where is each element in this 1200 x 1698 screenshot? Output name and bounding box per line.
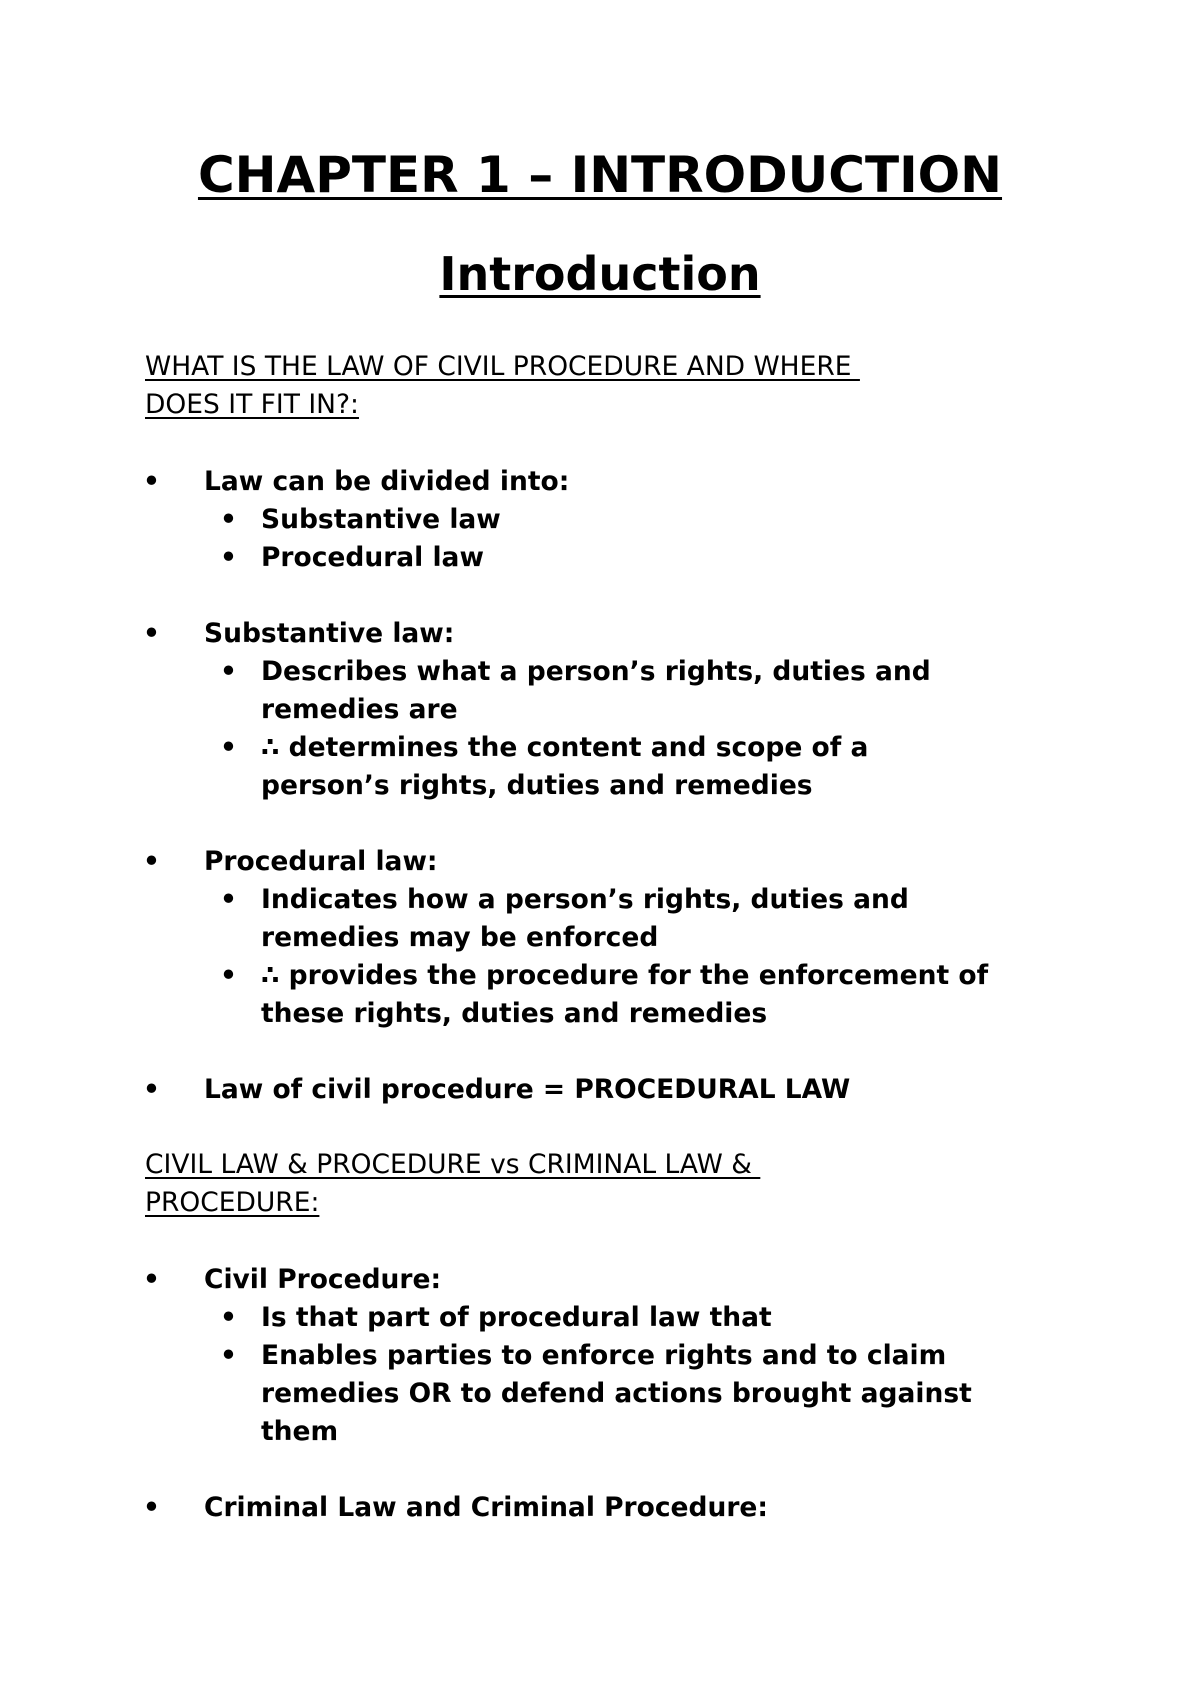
sub-list-item-text: remedies may be enforced xyxy=(261,922,659,953)
sub-list-item-text: Describes what a person’s rights, duties and xyxy=(261,656,931,687)
heading-civil-vs-criminal xyxy=(145,1146,1045,1222)
bullet-block-civil-procedure xyxy=(0,1261,1200,1451)
list-item xyxy=(0,1071,1200,1109)
bullet-icon: • xyxy=(220,732,237,763)
bullet-block-law-divisions xyxy=(0,463,1200,577)
bullet-block-substantive-law xyxy=(0,615,1200,805)
list-item xyxy=(0,615,1200,653)
sub-list-item-text: remedies OR to defend actions brought against xyxy=(261,1378,972,1409)
sub-list-item xyxy=(0,957,1081,1033)
sub-list-item-text: ∴ provides the procedure for the enforcement of xyxy=(261,960,989,991)
chapter-title: CHAPTER 1 – INTRODUCTION xyxy=(197,146,1003,204)
sub-list-item xyxy=(0,729,1081,805)
sub-list-item-text: Substantive law xyxy=(261,504,501,535)
heading-line: WHAT IS THE LAW OF CIVIL PROCEDURE AND WHERE xyxy=(145,351,860,382)
bullet-icon: • xyxy=(143,618,160,649)
list-item-text: Civil Procedure: xyxy=(204,1264,442,1295)
bullet-icon: • xyxy=(220,960,237,991)
sub-list-item-text: Procedural law xyxy=(261,542,484,573)
sub-list-item xyxy=(0,1299,1081,1337)
bullet-icon: • xyxy=(220,656,237,687)
list-item xyxy=(0,1489,1200,1527)
bullet-icon: • xyxy=(143,1074,160,1105)
sub-list-item xyxy=(0,501,1081,539)
bullet-block-criminal xyxy=(0,1489,1200,1527)
list-item-text: Substantive law: xyxy=(204,618,455,649)
bullet-block-civil-procedure-law xyxy=(0,1071,1200,1109)
bullet-icon: • xyxy=(220,884,237,915)
bullet-icon: • xyxy=(220,504,237,535)
bullet-icon: • xyxy=(220,1302,237,1333)
list-item-text: Law can be divided into: xyxy=(204,466,570,497)
sub-list-item-text: person’s rights, duties and remedies xyxy=(261,770,813,801)
list-item-text: Criminal Law and Criminal Procedure: xyxy=(204,1492,768,1523)
heading-line: DOES IT FIT IN?: xyxy=(145,389,359,420)
bullet-icon: • xyxy=(220,1340,237,1371)
bullet-icon: • xyxy=(143,1492,160,1523)
heading-line: PROCEDURE: xyxy=(145,1187,320,1218)
sub-list-item xyxy=(0,539,1081,577)
bullet-icon: • xyxy=(143,1264,160,1295)
sub-list-item xyxy=(0,1337,1081,1451)
section-title: Introduction xyxy=(439,247,761,301)
sub-list-item xyxy=(0,653,1081,729)
sub-list-item-text: Indicates how a person’s rights, duties and xyxy=(261,884,909,915)
list-item-text: Law of civil procedure = PROCEDURAL LAW xyxy=(204,1074,851,1105)
sub-list-item-text: remedies are xyxy=(261,694,458,725)
sub-list-item xyxy=(0,881,1081,957)
bullet-icon: • xyxy=(220,542,237,573)
bullet-icon: • xyxy=(143,466,160,497)
sub-list-item-text: Enables parties to enforce rights and to claim xyxy=(261,1340,947,1371)
sub-list-item-text: ∴ determines the content and scope of a xyxy=(261,732,869,763)
sub-list-item-text: Is that part of procedural law that xyxy=(261,1302,772,1333)
list-item xyxy=(0,463,1200,501)
sub-list-item-text: these rights, duties and remedies xyxy=(261,998,768,1029)
list-item xyxy=(0,1261,1200,1299)
sub-list-item-text: them xyxy=(261,1416,339,1447)
heading-line: CIVIL LAW & PROCEDURE vs CRIMINAL LAW & xyxy=(145,1149,761,1180)
bullet-block-procedural-law xyxy=(0,843,1200,1033)
heading-civil-procedure-definition xyxy=(145,348,1045,424)
list-item xyxy=(0,843,1200,881)
list-item-text: Procedural law: xyxy=(204,846,438,877)
bullet-icon: • xyxy=(143,846,160,877)
